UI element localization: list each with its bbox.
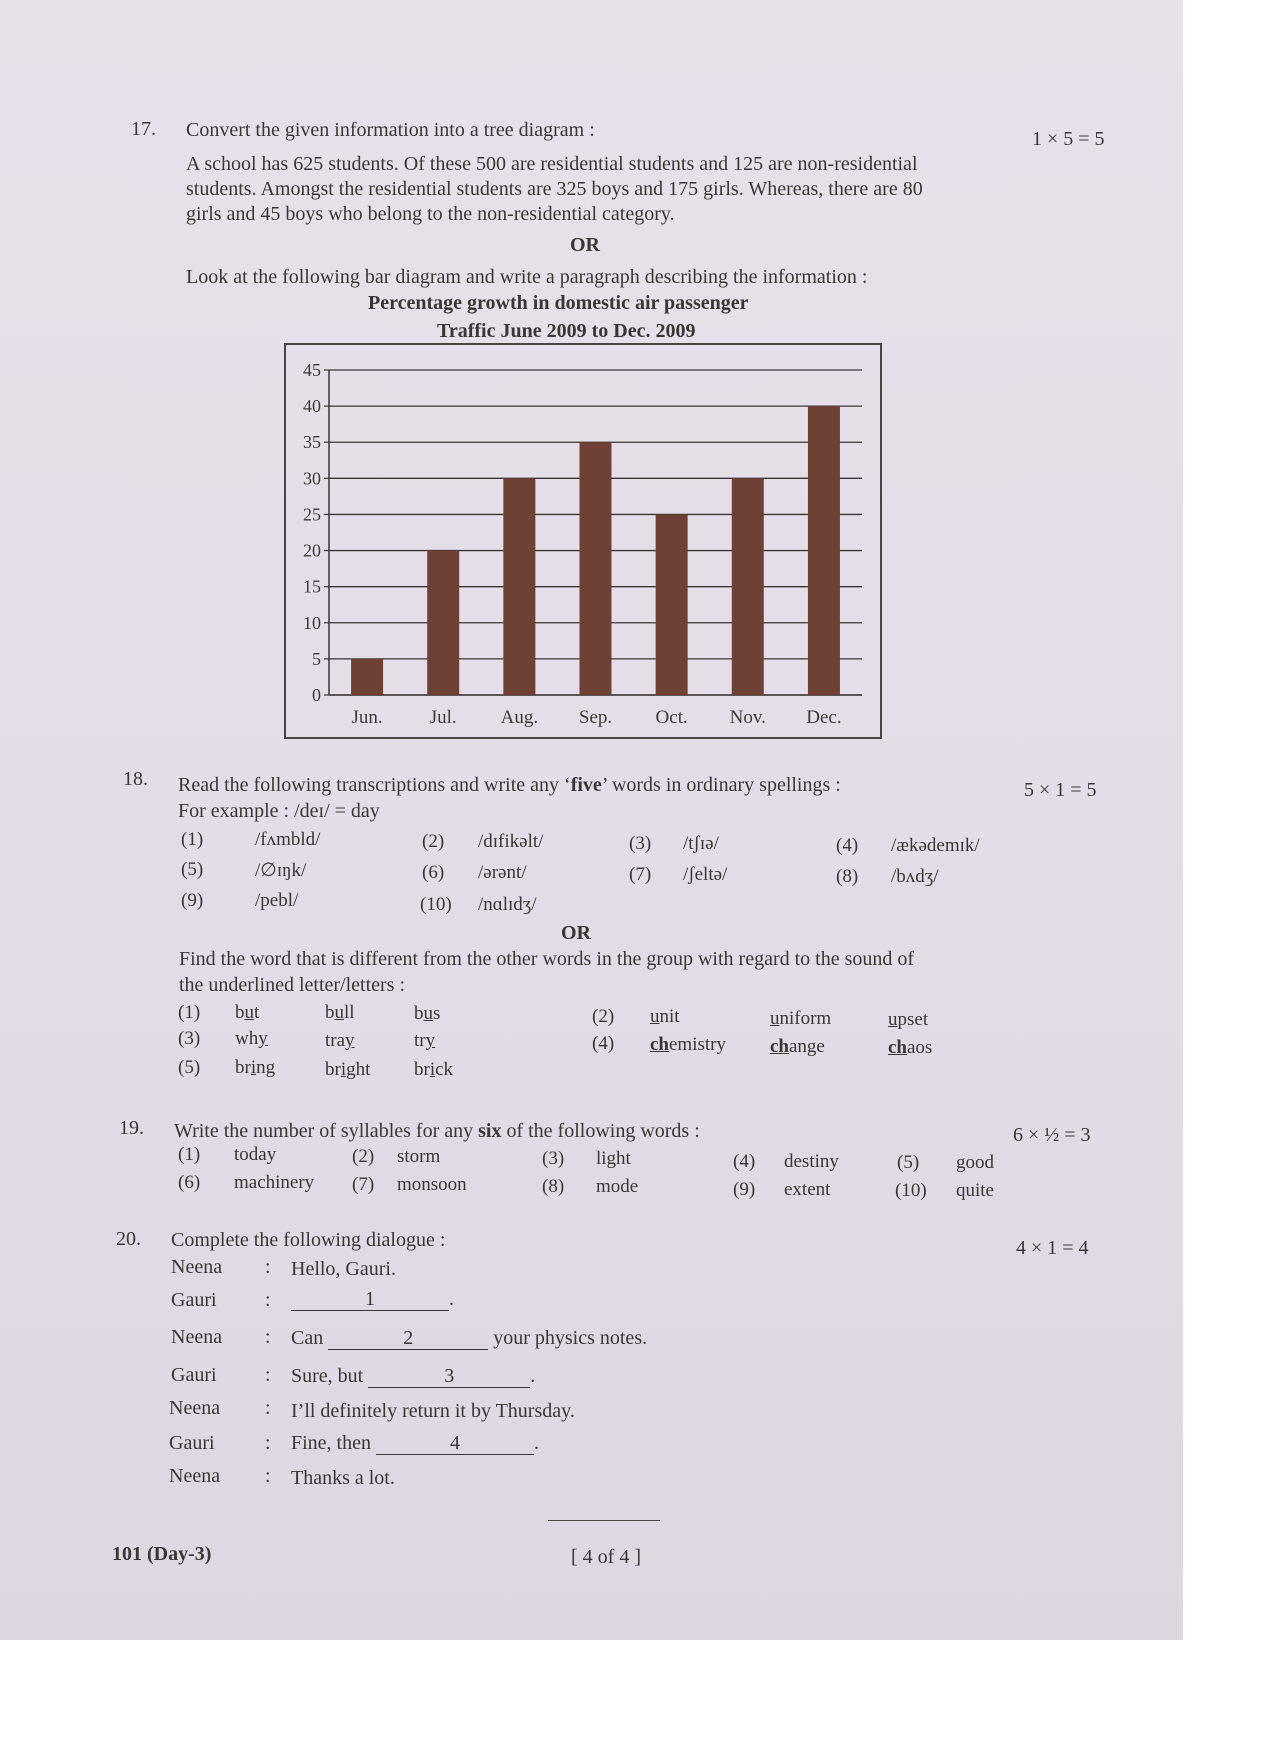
dialogue-blank: 4 — [376, 1432, 534, 1455]
q18-item-number: (10) — [420, 894, 452, 915]
q18-group-number: (2) — [592, 1006, 615, 1027]
q18-item-transcription: /ʃeltə/ — [683, 864, 728, 885]
y-tick-label: 40 — [303, 396, 321, 417]
q19-item-number: (8) — [542, 1176, 565, 1197]
q18-marks: 5 × 1 = 5 — [1024, 779, 1097, 801]
word-part: b — [414, 1003, 424, 1024]
q19-item-word: today — [234, 1144, 277, 1165]
q17-bar-prompt: Look at the following bar diagram and write a paragraph describing the information : — [186, 266, 868, 288]
y-tick-label: 45 — [303, 360, 321, 380]
dialogue-line — [291, 1288, 454, 1311]
y-tick-label: 10 — [303, 612, 321, 633]
dialogue-line-end: . — [534, 1432, 539, 1454]
q20-number: 20. — [116, 1228, 141, 1250]
x-tick-label: Nov. — [729, 707, 766, 728]
underlined-letters: i — [340, 1059, 347, 1080]
x-tick-label: Jul. — [429, 707, 457, 728]
q18-group-number: (4) — [592, 1033, 615, 1054]
q18-prompt — [178, 774, 841, 797]
x-tick-label: Aug. — [500, 707, 539, 728]
y-tick-label: 0 — [312, 685, 321, 705]
x-tick-label: Jun. — [351, 707, 383, 728]
q18-item-transcription: /dɪfikəlt/ — [478, 831, 544, 852]
bar-chart-frame — [284, 343, 882, 739]
word-part: br — [325, 1059, 341, 1080]
dialogue-line-start: Can — [291, 1327, 329, 1349]
dialogue-colon: : — [265, 1432, 271, 1454]
word-part: s — [433, 1003, 441, 1024]
underlined-letters: u — [334, 1002, 344, 1023]
word-part: ght — [346, 1059, 371, 1080]
q19-prompt-part: Write the number of syllables for any — [174, 1120, 479, 1142]
q19-item-number: (6) — [178, 1172, 201, 1193]
word-part: nit — [659, 1006, 680, 1027]
underlined-letters: y — [425, 1030, 436, 1051]
q18-group-word — [650, 1006, 680, 1028]
dialogue-line: Hello, Gauri. — [291, 1258, 396, 1280]
q19-item-number: (10) — [895, 1180, 927, 1201]
dialogue-line-start: Fine, then — [291, 1432, 376, 1454]
q18-group-word — [414, 1030, 435, 1052]
underlined-letters: y — [345, 1030, 355, 1051]
y-tick-label: 35 — [303, 432, 321, 453]
underlined-letters: i — [429, 1059, 436, 1080]
q19-item-number: (7) — [352, 1174, 375, 1195]
q17-marks: 1 × 5 = 5 — [1032, 128, 1105, 150]
q19-item-number: (3) — [542, 1148, 565, 1169]
q19-marks: 6 × ½ = 3 — [1013, 1124, 1091, 1146]
dialogue-line-end: your physics notes. — [488, 1327, 648, 1349]
q19-item-number: (1) — [178, 1144, 201, 1165]
word-part: tr — [414, 1030, 426, 1051]
word-part: br — [235, 1057, 251, 1078]
q18-item-number: (4) — [836, 835, 859, 856]
q19-item-word: mode — [596, 1176, 639, 1197]
y-tick-label: 15 — [303, 576, 321, 597]
word-part: br — [414, 1059, 430, 1080]
q18-or: OR — [561, 922, 591, 944]
underlined-letters: ch — [888, 1037, 907, 1058]
underlined-letters: ch — [650, 1034, 669, 1055]
word-part: b — [325, 1002, 335, 1023]
q17-text-line2: students. Amongst the residential students are 325 boys and 175 girls. Whereas, there are 80 — [186, 178, 923, 200]
q18-number: 18. — [123, 768, 148, 790]
q20-prompt: Complete the following dialogue : — [171, 1229, 446, 1251]
q18-item-transcription: /tʃɪə/ — [683, 833, 719, 854]
dialogue-blank: 3 — [368, 1365, 530, 1388]
q18-group-word — [235, 1057, 275, 1079]
q19-number: 19. — [119, 1117, 144, 1139]
underlined-letters: u — [423, 1003, 433, 1024]
word-part: t — [254, 1002, 260, 1023]
dialogue-blank: 1 — [291, 1288, 449, 1311]
bar-dec — [808, 406, 840, 695]
x-tick-label: Sep. — [578, 707, 613, 728]
q19-item-number: (4) — [733, 1151, 756, 1172]
q18-group-number: (1) — [178, 1002, 201, 1023]
q20-marks: 4 × 1 = 4 — [1016, 1237, 1089, 1259]
dialogue-line — [291, 1327, 647, 1350]
word-part: emistry — [669, 1034, 726, 1055]
dialogue-colon: : — [265, 1465, 271, 1487]
q17-text-line1: A school has 625 students. Of these 500 are residential students and 125 are non-residential — [186, 153, 918, 175]
dialogue-colon: : — [265, 1256, 271, 1278]
q18-group-word — [888, 1037, 932, 1059]
q18-item-number: (3) — [629, 833, 652, 854]
q18-item-number: (8) — [836, 866, 859, 887]
q19-item-word: extent — [784, 1179, 831, 1200]
q18-item-number: (2) — [422, 831, 445, 852]
bar-jun — [351, 659, 383, 695]
q19-prompt-emphasis: six — [478, 1120, 502, 1142]
q19-item-number: (5) — [897, 1152, 920, 1173]
dialogue-line-end: . — [530, 1365, 536, 1387]
q18-item-number: (7) — [629, 864, 652, 885]
bar-jul — [427, 551, 459, 695]
dialogue-speaker: Neena — [171, 1256, 223, 1278]
dialogue-line: Thanks a lot. — [291, 1467, 395, 1489]
q18-group-number: (5) — [178, 1057, 201, 1078]
q18-item-number: (6) — [422, 862, 445, 883]
q19-prompt-part: of the following words : — [501, 1120, 700, 1142]
q18-example: For example : /deɪ/ = day — [178, 800, 380, 822]
q19-item-word: good — [956, 1152, 994, 1173]
word-part: pset — [897, 1009, 929, 1030]
underlined-letters: y — [258, 1028, 268, 1049]
end-rule — [548, 1520, 660, 1521]
dialogue-speaker: Gauri — [169, 1432, 215, 1454]
underlined-letters: ch — [770, 1036, 789, 1057]
q18-group-word — [770, 1036, 825, 1058]
footer-page-number: [ 4 of 4 ] — [571, 1546, 641, 1568]
word-part: ng — [256, 1057, 276, 1078]
dialogue-speaker: Neena — [171, 1326, 223, 1348]
q18-item-transcription: /ərənt/ — [478, 862, 527, 883]
dialogue-colon: : — [265, 1289, 271, 1311]
chart-title: Percentage growth in domestic air passenger — [368, 292, 749, 314]
q19-item-word: machinery — [234, 1172, 315, 1193]
q18-group-word — [650, 1034, 726, 1056]
q18-group-word — [414, 1003, 440, 1025]
word-part: tra — [325, 1030, 346, 1051]
q17-prompt: Convert the given information into a tree diagram : — [186, 119, 595, 141]
q19-item-word: quite — [956, 1180, 994, 1201]
underlined-letters: u — [770, 1008, 780, 1029]
q18-item-number: (1) — [181, 829, 204, 850]
q19-prompt — [174, 1120, 700, 1143]
q18-item-transcription: /bʌdʒ/ — [891, 866, 939, 887]
dialogue-speaker: Gauri — [171, 1364, 217, 1386]
q19-item-word: light — [596, 1148, 631, 1169]
q18-alt-line1: Find the word that is different from the other words in the group with regard to the sound of — [179, 948, 915, 970]
dialogue-line-start: Sure, but — [291, 1365, 369, 1387]
word-part: ck — [435, 1059, 454, 1080]
underlined-letters: u — [244, 1002, 254, 1023]
q19-item-number: (9) — [733, 1179, 756, 1200]
word-part: ange — [789, 1036, 825, 1057]
q18-group-word — [414, 1059, 453, 1081]
underlined-letters: u — [650, 1006, 660, 1027]
dialogue-colon: : — [265, 1326, 271, 1348]
bar-chart — [286, 345, 880, 737]
word-part: b — [235, 1002, 245, 1023]
q18-prompt-part: Read the following transcriptions and write any ‘ — [178, 774, 571, 796]
y-tick-label: 5 — [312, 648, 321, 669]
q18-prompt-emphasis: five — [570, 774, 602, 796]
y-tick-label: 25 — [303, 504, 321, 525]
bar-nov — [732, 478, 764, 695]
word-part: niform — [779, 1008, 832, 1029]
q18-alt-line2: the underlined letter/letters : — [179, 974, 406, 996]
q18-item-transcription: /∅ɪŋk/ — [255, 860, 307, 881]
q18-group-word — [235, 1002, 259, 1024]
underlined-letters: i — [250, 1057, 257, 1078]
q17-or: OR — [570, 234, 600, 256]
bar-aug — [503, 478, 535, 695]
dialogue-line: I’ll definitely return it by Thursday. — [291, 1400, 575, 1422]
q19-item-word: monsoon — [397, 1174, 467, 1195]
dialogue-line-end: . — [449, 1288, 454, 1310]
dialogue-colon: : — [265, 1364, 271, 1386]
q18-item-transcription: /pebl/ — [255, 890, 299, 911]
q17-text-line3: girls and 45 boys who belong to the non-residential category. — [186, 203, 675, 225]
bar-oct — [656, 514, 688, 695]
q18-item-transcription: /ækədemɪk/ — [891, 835, 980, 856]
y-tick-label: 20 — [303, 540, 321, 561]
dialogue-speaker: Neena — [169, 1465, 221, 1487]
underlined-letters: u — [888, 1009, 898, 1030]
q18-prompt-part: ’ words in ordinary spellings : — [601, 774, 841, 796]
q18-item-number: (9) — [181, 890, 204, 911]
q17-number: 17. — [131, 118, 156, 140]
word-part: ll — [344, 1002, 355, 1023]
dialogue-speaker: Neena — [169, 1397, 221, 1419]
q19-item-number: (2) — [352, 1146, 375, 1167]
q18-group-word — [888, 1009, 928, 1031]
footer-paper-code: 101 (Day-3) — [112, 1543, 212, 1565]
dialogue-line — [291, 1432, 539, 1455]
q18-group-word — [235, 1028, 268, 1050]
chart-subtitle: Traffic June 2009 to Dec. 2009 — [437, 320, 696, 342]
q19-item-word: destiny — [784, 1151, 839, 1172]
q18-group-number: (3) — [178, 1028, 201, 1049]
dialogue-blank: 2 — [328, 1327, 488, 1350]
q18-group-word — [325, 1059, 370, 1081]
q18-item-transcription: /fʌmbld/ — [255, 829, 321, 850]
dialogue-line — [291, 1365, 535, 1388]
q18-group-word — [770, 1008, 831, 1030]
x-tick-label: Oct. — [655, 707, 688, 728]
q19-item-word: storm — [397, 1146, 441, 1167]
word-part: aos — [907, 1037, 933, 1058]
q18-item-transcription: /nɑlɪdʒ/ — [478, 894, 537, 915]
x-tick-label: Dec. — [806, 707, 842, 728]
y-tick-label: 30 — [303, 468, 321, 489]
q18-item-number: (5) — [181, 859, 204, 880]
q18-group-word — [325, 1002, 355, 1024]
q18-group-word — [325, 1030, 355, 1052]
word-part: wh — [235, 1028, 259, 1049]
dialogue-speaker: Gauri — [171, 1289, 217, 1311]
dialogue-colon: : — [265, 1397, 271, 1419]
bar-sep — [580, 442, 612, 695]
